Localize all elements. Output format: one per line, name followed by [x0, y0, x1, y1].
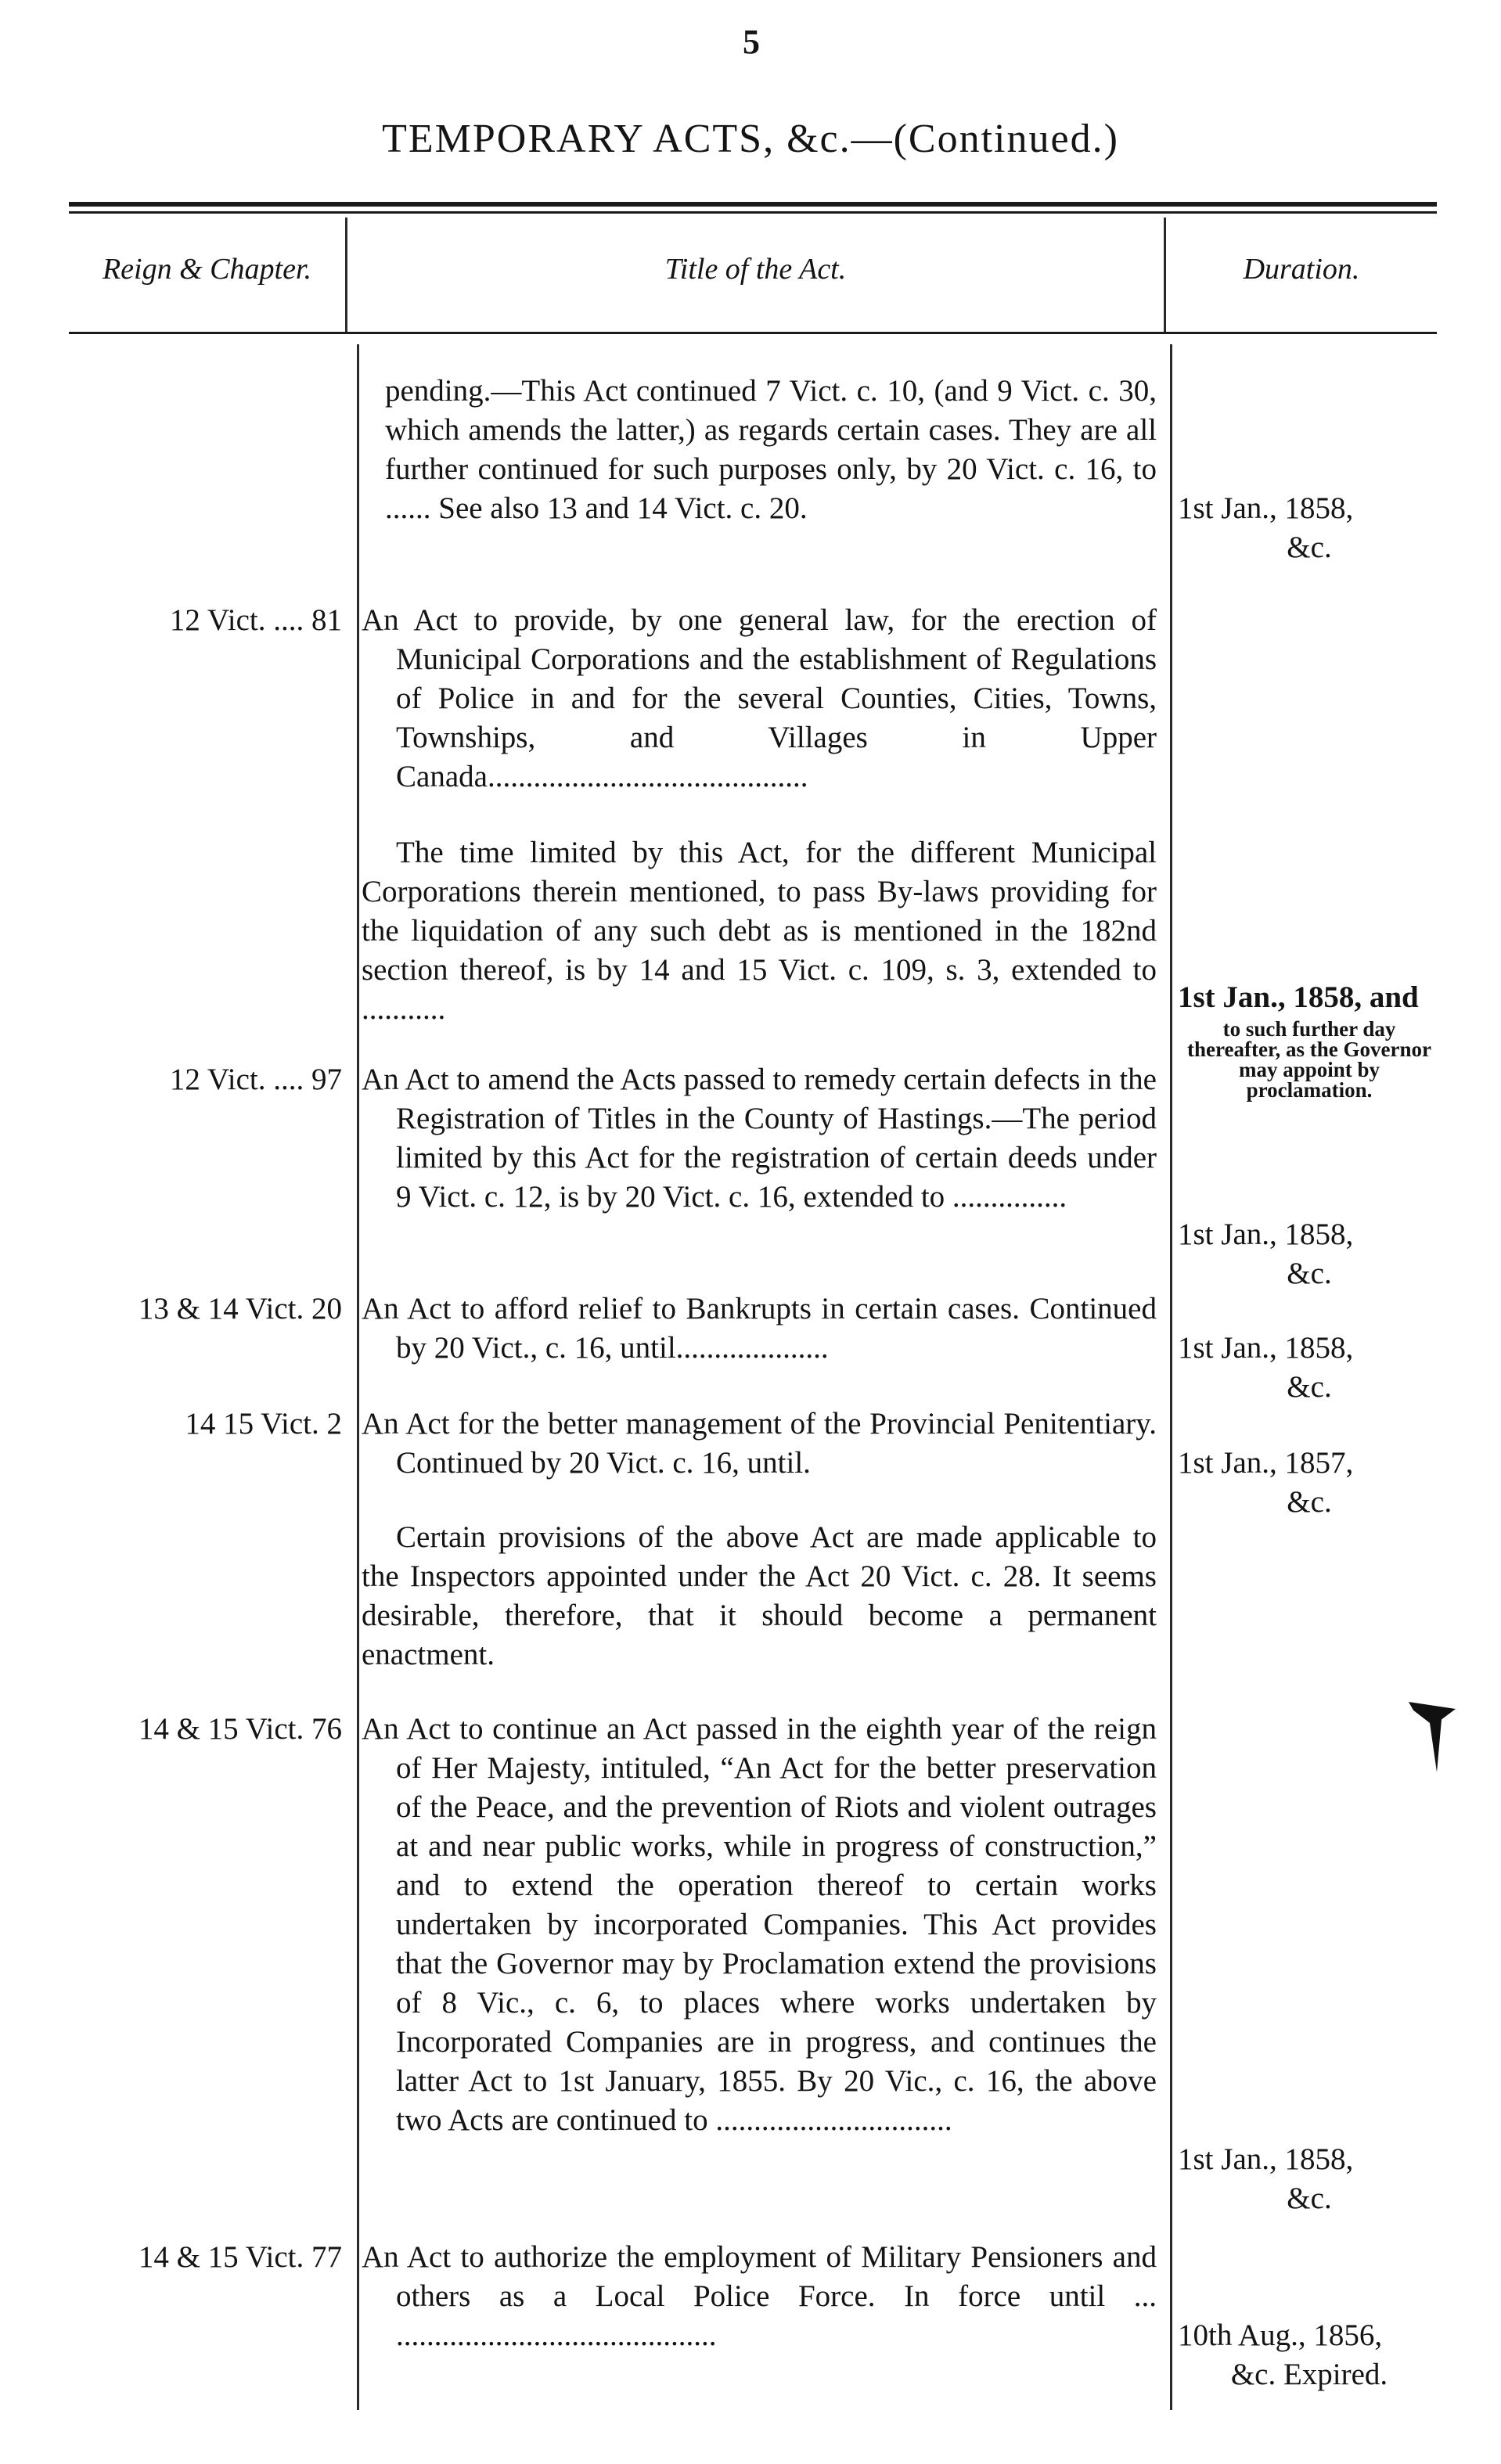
ink-blot-mark [1409, 1702, 1456, 1772]
body-column-divider [357, 344, 359, 2410]
act-title: An Act to amend the Acts passed to remedy certain defects in the Registration of Titles in the County of Hastings.—The period limited by this Act for the registration of certain deeds under 9 Vict. c. 12, is by 20 Vict. c. 16, extended to ............... [362, 1063, 1157, 1214]
act-title: An Act to provide, by one general law, for the erection of Municipal Corporations and the establishment of Regulations of Police in and for the several Counties, Cities, Towns, Townships, and Villages in Upper Canada.......................................... [362, 603, 1157, 793]
column-header-title: Title of the Act. [664, 253, 847, 286]
act-reign-chapter: 14 15 Vict. 2 [185, 1407, 342, 1441]
act-duration [1178, 1329, 1441, 1407]
act-duration [1178, 1215, 1441, 1293]
duration-date: 1st Jan., 1858, [1178, 2142, 1354, 2176]
duration-date: 1st Jan., 1857, [1178, 1446, 1354, 1480]
duration-extra: &c. [1287, 1485, 1332, 1519]
duration-extra: &c. [1287, 1370, 1332, 1404]
act-reign-chapter: 14 & 15 Vict. 77 [138, 2240, 342, 2274]
duration-extra: &c. [1287, 2182, 1332, 2215]
act-title: An Act for the better management of the Provincial Penitentiary. Continued by 20 Vict. c. 16, until. [362, 1407, 1157, 1480]
act-title: An Act to continue an Act passed in the eighth year of the reign of Her Majesty, intituled, “An Act for the better preservation of the Peace, and the prevention of Riots and violent outrages at and near public works, while in progress of construction,” and to extend the operation thereof to certain works undertaken by incorporated Companies. This Act provides that the Governor may by Proclamation extend the provisions of 8 Vic., c. 6, to places where works undertaken by Incorporated Companies are in progress, and continues the latter Act to 1st January, 1855. By 20 Vic., c. 16, the above two Acts are continued to ............................... [362, 1712, 1157, 2137]
column-header-duration: Duration. [1243, 253, 1360, 286]
duration-date: 1st Jan., 1858, [1178, 491, 1354, 525]
page-title: TEMPORARY ACTS, &c.—(Continued.) [382, 117, 1119, 161]
duration-extra: &c. [1287, 531, 1332, 564]
act-title: An Act to afford relief to Bankrupts in certain cases. Continued by 20 Vict., c. 16, until.................... [362, 1292, 1157, 1365]
act-duration [1178, 2316, 1441, 2394]
duration-extra: &c. [1287, 1257, 1332, 1290]
act-title: An Act to authorize the employment of Military Pensioners and others as a Local Police Force. In force until ... .......................................... [362, 2240, 1157, 2352]
act-reign-chapter: 12 Vict. .... 97 [169, 1063, 342, 1096]
column-header-reign: Reign & Chapter. [102, 253, 312, 286]
duration-extra: &c. Expired. [1230, 2358, 1388, 2391]
duration-extra: to such further day thereafter, as the Governor may appoint by proclamation. [1187, 1017, 1431, 1102]
act-duration [1178, 2140, 1441, 2218]
act-title: pending.—This Act continued 7 Vict. c. 10, (and 9 Vict. c. 30, which amends the latter,) as regards certain cases. They are all further continued for such purposes only, by 20 Vict. c. 16, to ...... See also 13 and 14 Vict. c. 20. [385, 374, 1157, 525]
header-rule-thick [69, 202, 1437, 207]
act-duration [1178, 1444, 1441, 1522]
duration-date: 10th Aug., 1856, [1178, 2318, 1383, 2352]
body-column-divider [1170, 344, 1172, 2410]
duration-date: 1st Jan., 1858, [1178, 1218, 1354, 1251]
act-duration [1178, 489, 1441, 567]
header-bottom-rule [69, 332, 1437, 334]
act-reign-chapter: 12 Vict. .... 81 [169, 603, 342, 637]
duration-date: 1st Jan., 1858, [1178, 1331, 1354, 1365]
page-number: 5 [743, 23, 760, 61]
act-duration [1178, 978, 1441, 1017]
act-note: Certain provisions of the above Act are made applicable to the Inspectors appointed under the Act 20 Vict. c. 28. It seems desirable, therefore, that it should become a permanent enactment. [362, 1520, 1157, 1671]
duration-date: 1st Jan., 1858, and [1178, 980, 1419, 1014]
act-note: The time limited by this Act, for the different Municipal Corporations therein mentioned, to pass By-laws providing for the liquidation of any such debt as is mentioned in the 182nd section thereof, is by 14 and 15 Vict. c. 109, s. 3, extended to ........... [362, 836, 1157, 1026]
header-rule-thin [69, 211, 1437, 214]
act-reign-chapter: 14 & 15 Vict. 76 [138, 1712, 342, 1746]
act-reign-chapter: 13 & 14 Vict. 20 [138, 1292, 342, 1326]
